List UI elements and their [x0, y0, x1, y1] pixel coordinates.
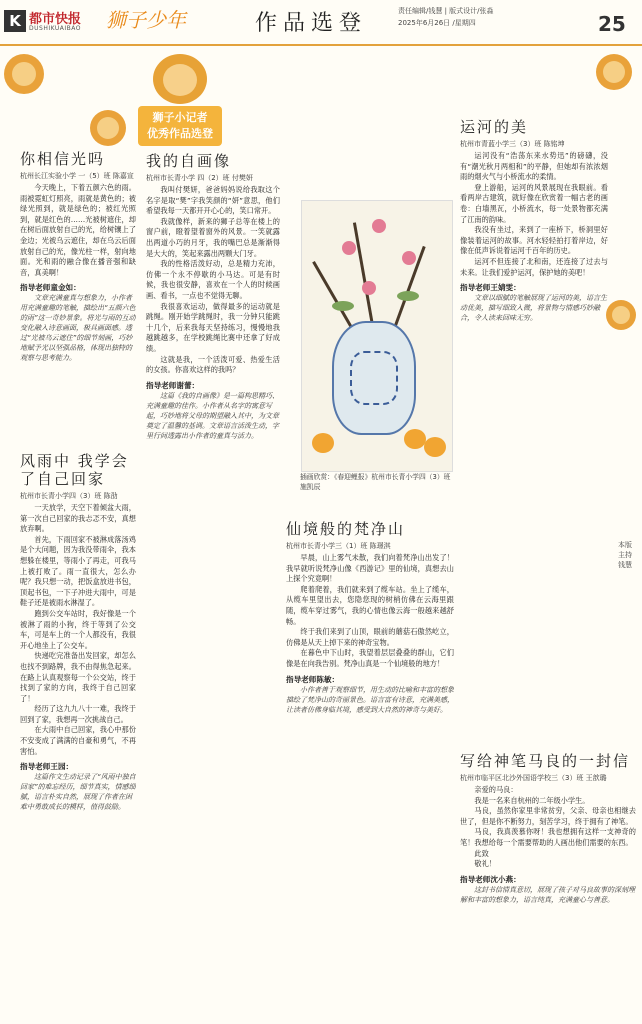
article-rain	[20, 452, 136, 1017]
lion-mascot-icon	[4, 54, 44, 94]
blossom-shape	[372, 219, 386, 233]
page-header	[0, 0, 642, 50]
article-title: 风雨中 我学会了自己回家	[20, 452, 129, 488]
header-divider	[0, 44, 642, 46]
article-paragraph: 我没有坐过，来到了一座桥下，桥洞里好像装着运河的故事。河水轻轻拍打着岸边，好像在低声诉说着运河千百年的历史。	[460, 225, 608, 256]
article-paragraph: 这就是我，一个活泼可爱、热爱生活的女孩。你喜欢这样的我吗？	[146, 354, 280, 375]
article-paragraph: 早晨，山上雾气未散，我们向着梵净山出发了！我早就听说梵净山像《西游记》里的仙境，真想去山上探个究竟啊！	[286, 553, 454, 584]
article-paragraph: 我叫付樊妍，爸爸妈妈说给我取这个名字是取“樊”字我笑颜的“妍”意思，他们希望我每一天都开开心心的，笑口常开。	[146, 185, 280, 216]
section-title: 作品选登	[255, 11, 368, 36]
header-meta	[398, 5, 494, 29]
teacher-comment: 这封书信情真意切，展现了孩子对马良故事的深刻理解和丰富的想象力，语言纯真，充满童心与善意。	[460, 885, 635, 904]
lion-mascot-icon	[596, 54, 632, 90]
logo-chinese: 都市快报	[29, 12, 82, 27]
fruit-shape	[424, 437, 446, 457]
blossom-shape	[402, 251, 416, 265]
illustration-caption: 插画欣赏：《春迎鲤报》杭州市长青小学四（3）班 施凯辰	[300, 473, 451, 491]
badge-label	[138, 106, 222, 146]
article-title: 我的自画像	[146, 152, 232, 170]
article-paragraph: 马良，我真羡慕你呀！我也想拥有这样一支神奇的笔！我想给每一个需要帮助的人画出他们需要的东西。	[460, 827, 636, 847]
comment-heading: 指导老师陈敏：	[286, 674, 340, 684]
article-author: 杭州市长青小学四（3）班 陈劭	[20, 492, 118, 500]
article-paragraph: 在暮色中下山时，我望着层层叠叠的群山，它们像是在向我告别。梵净山真是一个仙境般的地方！	[286, 648, 454, 668]
blossom-shape	[362, 281, 376, 295]
comment-heading: 指导老师谢蕾：	[146, 380, 200, 390]
article-paragraph: 在大雨中自己回家，我心中那份不安变成了满满的自豪和勇气，不再害怕。	[20, 725, 136, 756]
issue-date: 2025年6月26日 /星期四	[398, 19, 476, 27]
article-paragraph: 登上游船，运河的风景展现在我眼前。看看两岸古建筑，就好像在欣赏着一幅古老的画卷：白墙黑瓦，小桥流水，每一处景物都充满了江南的韵味。	[460, 182, 608, 224]
article-paragraph: 马良，虽然你家里非常贫穷，父亲、母亲也相继去世了，但是你不断努力，刻苦学习，终于拥有了神笔。	[460, 806, 636, 826]
comment-heading: 指导老师王园：	[20, 762, 74, 772]
article-title: 你相信光吗	[20, 150, 106, 168]
article-canal	[460, 118, 608, 743]
article-title: 仙境般的梵净山	[286, 520, 406, 538]
article-self-portrait	[146, 152, 280, 1017]
illustration-painting	[301, 200, 453, 472]
article-paragraph: 首先，下雨回家不被淋成落汤鸡是个大问题，因为我没带雨伞，我本想躲在楼里，等雨小了再走，可我马上被打败了。雨一直很大，怎么办呢？我只想一动，把饭盒放进书包，顶起书包，一下子冲进大雨中，可是鞋子还是被雨水淋湿了。	[20, 534, 136, 608]
article-paragraph: 我就像样，新来的狮子总等在楼上的窗户前，瞪着望着窗外的风景。一笑就露出两道小巧的月牙，我的嘴巴总是渐渐得是大大的，笑起来露出两颗大门牙。	[146, 216, 280, 258]
fruit-shape	[404, 429, 426, 449]
leaf-shape	[397, 291, 419, 301]
article-paragraph: 我是一名来自杭州的二年级小学生。	[474, 795, 590, 805]
newspaper-logo[interactable]	[4, 6, 104, 40]
lion-face-icon	[603, 61, 625, 83]
teacher-comment: 文章以细腻的笔触展现了运河的美，语言生动优美，描写细致入微，将景物与情感巧妙融合，令人读来回味无穷。	[460, 294, 607, 323]
blossom-shape	[342, 241, 356, 255]
vase-pattern	[350, 351, 398, 405]
article-title: 写给神笔马良的一封信	[460, 752, 631, 770]
page-number: 25	[598, 12, 626, 36]
fruit-shape	[312, 433, 334, 453]
badge-line-1: 狮子小记者	[152, 111, 208, 124]
teacher-comment: 这篇作文生动记录了“风雨中独自回家”的难忘经历，细节真实，情感细腻，语言朴实自然，展现了作者在困难中勇敢成长的模样，值得鼓励。	[20, 773, 136, 812]
logo-mark: K	[4, 10, 26, 32]
article-letter-to-maliang	[460, 752, 636, 1018]
lion-face-icon	[97, 117, 119, 139]
article-author: 杭州市临平区北沙外国语学校三（3）班 王歆璐	[460, 774, 607, 782]
article-paragraph: 一天放学，天空下着倾盆大雨，第一次自己回家的我忐忑不安，真想放弃啊。	[20, 503, 136, 534]
article-title: 运河的美	[460, 118, 529, 136]
article-paragraph: 快递吃完准备出发回家，却怎么也找不到路牌，我不由得焦急起来。在路上认真观察每一个公交站，终于找到了家的方向，我终于自己回家了！	[20, 651, 136, 703]
teacher-comment: 小作者善于观察细节，用生动的比喻和丰富的想象描绘了梵净山的奇丽景色。语言富有诗意，充满美感，让读者仿佛身临其境，感受到大自然的神奇与美好。	[286, 685, 454, 714]
article-paragraph: 爬着爬着，我们就来到了缆车站。坐上了缆车，从缆车里望出去，您隐您现的树梢仿佛在云海里跟随，缆车穿过雾气，我的心情也像云海一般越来越舒畅。	[286, 584, 454, 626]
comment-heading: 指导老师沈小燕：	[460, 874, 521, 884]
lion-mascot-icon	[90, 110, 126, 146]
brand-title: 狮子少年	[106, 8, 186, 32]
article-paragraph: 今天晚上，下着五颜六色的雨。雨被霓虹灯照亮，雨就是黄色的；被绿光照到，就是绿色的；被红光照到，就是红色的……光被树遮住，却在树后面放射自己的光，给树镶上了金边；光被乌云遮住，却在乌云后面放射自己的光，像光柱一样，射向地面。光和雨的融合像在播音强和缺音，真美啊！	[20, 183, 136, 277]
lion-face-icon	[163, 64, 197, 96]
article-paragraph: 此致	[474, 848, 489, 858]
teacher-comment: 这篇《我的自画像》是一篇构思精巧、充满童趣的佳作。小作者从名字的寓意写起，巧妙地将父母的期望融入其中，为文章奠定了温馨的基调。文章语言活泼生动，字里行间透露出小作者的童真与活力。	[146, 391, 279, 440]
article-paragraph: 亲爱的马良：	[474, 785, 518, 794]
logo-english: DUSHIKUAIBAO	[29, 25, 81, 32]
article-paragraph: 敬礼！	[474, 859, 496, 869]
article-paragraph: 我的性格活泼好动，总是精力充沛，仿佛一个永不停歇的小马达。可是有时候，我也很安静，喜欢在一个人的时候画画、看书，一点也不觉得无聊。	[146, 259, 280, 300]
branch-shape	[353, 222, 375, 331]
lion-mascot-icon	[606, 300, 636, 330]
article-fanjing-mountain	[286, 520, 454, 1017]
teacher-comment: 文章充满童真与想象力，小作者用充满童趣的笔触，描绘出“五颜六色的雨”这一奇妙景象。将光与雨的互动变化融入诗意画面，极具画面感。透过“光被乌云遮住”的细节刻画，巧妙地赋予光以坚强品格，体现出独特的观察与思考能力。	[20, 294, 136, 363]
article-light	[20, 150, 136, 440]
article-paragraph: 经历了这九九八十一难，我终于回到了家，我想再一次挑战自己。	[20, 704, 136, 724]
reporter-badge	[128, 54, 230, 152]
article-author: 杭州市长青小学三（1）班 陈璟淇	[286, 542, 391, 550]
article-paragraph: 运河没有“浩荡东来水势迅”的磅礴，没有“潮光秋月两相和”的平静，但她却有浓浓烟雨的烟火气与小桥流水的柔情。	[460, 151, 608, 182]
branch-shape	[312, 261, 355, 332]
article-paragraph: 终于我们来到了山顶，眼前的蘑菇石傲然屹立，仿佛是从天上掉下来的神奇宝物。	[286, 627, 454, 647]
article-paragraph: 运河不但连接了北和南，还连接了过去与未来。让我们爱护运河，保护她的美吧！	[460, 256, 608, 277]
article-author: 杭州市青蓝小学三（3）班 陈铭坤	[460, 140, 565, 148]
article-author: 杭州市长青小学 四（2）班 付樊妍	[146, 174, 253, 182]
comment-heading: 指导老师王婧雯：	[460, 283, 521, 293]
leaf-shape	[332, 301, 354, 311]
editor-credits: 责任编辑/钱慧 | 版式设计/张淼	[398, 7, 494, 15]
comment-heading: 指导老师童金如：	[20, 283, 81, 293]
side-editor-note: 本版主持 钱慧	[618, 541, 632, 569]
badge-line-2: 优秀作品选登	[147, 127, 213, 140]
lion-face-icon	[612, 306, 630, 324]
article-paragraph: 我很喜欢运动，做得最多的运动就是跳绳。刚开始学跳绳时，我一分钟只能跳十几个，后来我每天坚持练习，慢慢地我越跳越多，在学校跳绳比赛中还拿了好成绩。	[146, 301, 280, 353]
article-author: 杭州长江实验小学 一（5）班 陈嘉宣	[20, 172, 134, 180]
article-paragraph: 跑到公交车站时，我好像是一个被淋了雨的小狗，终于等到了公交车，可是车上的一个人都没有，我很开心地坐上了公交车。	[20, 608, 136, 650]
lion-face-icon	[12, 62, 36, 86]
